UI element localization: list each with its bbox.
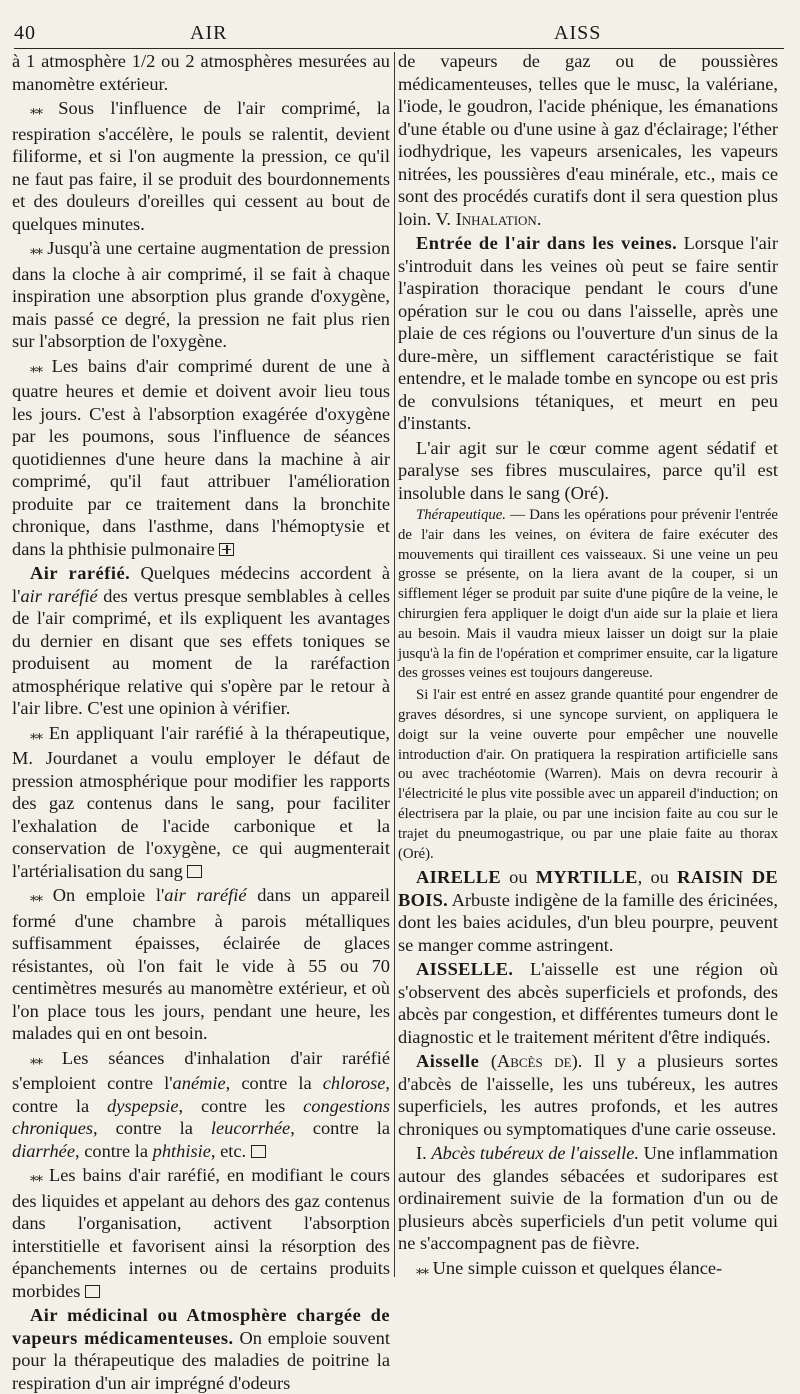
entry-aisselle-abces: Aisselle (Abcès de). Il y a plusieurs sortes d'abcès de l'aisselle, les uns tubéreux, les autres superficiels, les autres profonds, et les autres chroniques ou symptomatiques d'une carie osseuse.	[398, 1051, 779, 1139]
asterism-icon: ⁎⁎	[30, 103, 42, 118]
asterism-icon: ⁎⁎	[416, 1262, 428, 1278]
page-number: 40	[14, 22, 36, 44]
paragraph: de vapeurs de gaz ou de poussières médicamenteuses, telles que le musc, la valériane, l'iode, le goudron, l'acide phénique, les émanations d'une étable ou d'une usine à gaz d'éclairage; l'éther iodhydrique, les vapeurs arsenicales, les vapeurs nitrées, les poussières d'eau minérale, etc., mais ce sont des procédés curatifs dont il sera question plus loin. V. Inhalation.	[398, 51, 778, 229]
box-icon	[251, 1145, 266, 1158]
left-column	[12, 50, 390, 1394]
asterism-icon: ⁎⁎	[30, 360, 42, 376]
paragraph: I. Abcès tubéreux de l'aisselle. Une inflammation autour des glandes sébacées et sudoripares est ordinairement suivie de la formation d'un ou de plusieurs abcès superficiels d'un petit volume qui ne s'accompagnent pas de fièvre.	[398, 1143, 778, 1254]
asterism-icon: ⁎⁎	[30, 890, 42, 905]
paragraph: ⁎⁎ Les bains d'air raréfié, en modifiant le cours des liquides et appelant au dehors des gaz contenus dans l'organisation, activent l'absorption interstitielle et favorisent ainsi la résorption des épanchements internes ou de certains produits morbides	[12, 1165, 390, 1301]
box-icon	[187, 865, 202, 878]
therapeutique-paragraph: Thérapeutique. — Dans les opérations pour prévenir l'entrée de l'air dans les veines, on évitera de faire exécuter des mouvements qui tiraillent ces vaisseaux. Si une veine un peu grosse se présente, on la liera avant de la couper, si un sifflement léger se produit par suite d'une piqûre de la veine, le chirurgien fera appliquer le doigt d'un aide sur la plaie et liera au besoin. Mais il vaudra mieux laisser un doigt sur la plaie jusqu'à la fin de l'opération et comprimer ensuite, car la ligature des grosses veines est toujours dangereuse.	[398, 507, 779, 682]
paragraph: ⁎⁎ Jusqu'à une certaine augmentation de pression dans la cloche à air comprimé, il se fait à chaque inspiration une absorption plus grande d'oxygène, mais passé ce degré, la pression ne fait plus rien sur l'absorption de l'oxygène.	[12, 238, 390, 351]
entry-heading: AISSELLE.	[416, 959, 514, 980]
paragraph: ⁎⁎ On emploie l'air raréfié dans un appareil formé d'une chambre à parois métalliques suffisamment épaisses, éclairée de glaces résistantes, où l'on fait le vide à 55 ou 70 centimètres mesurés au manomètre extérieur, et où l'on place tous les jours, pendant une heure, les malades qui en ont besoin.	[12, 885, 390, 1043]
paragraph: ⁎⁎ Sous l'influence de l'air comprimé, la respiration s'accélère, le pouls se ralentit, devient filiforme, et si l'on augmente la pression, ce qu'il ne faut pas faire, il se produit des bourdonnements et des douleurs d'oreilles qui cessent au bout de quelques minutes.	[12, 98, 390, 234]
entry-heading: Aisselle	[416, 1051, 480, 1072]
entry-aisselle: AISSELLE. L'aisselle est une région où s'observent des abcès superficiels et profonds, des abcès par congestion, et différentes tumeurs dont le diagnostic et le traitement méritent d'être indiqués.	[398, 959, 778, 1047]
paragraph: ⁎⁎ Une simple cuisson et quelques élance-	[416, 1257, 723, 1278]
paragraph: ⁎⁎ Les bains d'air comprimé durent de une à quatre heures et demie et doivent avoir lieu tous les jours. C'est à l'absorption exagérée d'oxygène par les poumons, sous l'influence de séances quotidiennes d'une heure dans la machine à air comprimé, qu'il faut attribuer l'amélioration produite par ce traitement dans la bronchite chronique, dans l'asthme, dans l'hémoptysie et dans la phthisie pulmonaire	[12, 355, 390, 559]
paragraph: à 1 atmosphère 1/2 ou 2 atmosphères mesurées au manomètre extérieur.	[12, 51, 390, 94]
running-header	[14, 22, 784, 48]
paragraph: Si l'air est entré en assez grande quantité pour engendrer de graves désordres, si une syncope survient, on appliquera le doigt sur la veine ouverte pour empêcher une nouvelle introduction d'air. On pratiquera la respiration artificielle sans ou avec trachéotomie (Warren). Mais on devra recourir à l'électricité le plus vite possible avec un appareil d'induction; on électrisera par la plaie, ou par une incision faite au cou sur le trajet du pneumogastrique, ou par une plaie faite au thorax (Oré).	[398, 687, 778, 862]
entry-air-rarefie: Air raréfié. Quelques médecins accordent à l'air raréfié des vertus presque semblables à celles de l'air comprimé, et ils expliquent les avantages du dernier en disant que ses effets toniques se produisent au moment de la raréfaction atmosphérique relative qui s'opère par le retour à l'air libre. C'est une opinion à vérifier.	[12, 563, 390, 718]
entry-air-veines: Entrée de l'air dans les veines. Lorsque l'air s'introduit dans les veines où peut se faire sentir l'aspiration thoracique pendant le cours d'une opération sur le cou ou dans l'aisselle, après une plaie de ces régions ou l'ouverture d'un sinus de la dure-mère, un sifflement caractéristique se fait entendre, et le malade tombe en syncope ou est pris de convulsions tétaniques, et meurt en peu d'instants.	[398, 233, 778, 433]
asterism-icon: ⁎⁎	[30, 1170, 42, 1185]
paragraph: ⁎⁎ En appliquant l'air raréfié à la thérapeutique, M. Jourdanet a voulu employer le défaut de pression atmosphérique pour modifier les rapports des gaz contenus dans le sang, pour faciliter l'exhalation de l'acide carbonique et la conservation de l'oxygène, ce qui augmenterait l'artérialisation du sang	[12, 722, 390, 881]
entry-heading: Entrée de l'air dans les veines.	[416, 233, 678, 253]
column-divider	[394, 52, 395, 1277]
cross-reference: Inhalation.	[455, 208, 542, 229]
header-rule	[14, 48, 784, 49]
asterism-icon: ⁎⁎	[30, 243, 42, 258]
paragraph: L'air agit sur le cœur comme agent sédatif et paralyse ses fibres musculaires, parce qu'il est insoluble dans le sang (Oré).	[398, 437, 778, 503]
right-column	[398, 50, 778, 1282]
entry-air-medicinal: Air médicinal ou Atmosphère chargée de vapeurs médicamenteuses. On emploie souvent pour la thérapeutique des maladies de poitrine la respiration d'un air imprégné d'odeurs	[12, 1305, 390, 1393]
entry-heading: Air raréfié.	[30, 563, 131, 583]
asterism-icon: ⁎⁎	[30, 1052, 42, 1068]
plus-box-icon	[219, 543, 234, 556]
header-left-title: AIR	[190, 22, 228, 44]
paragraph: ⁎⁎ Les séances d'inhalation d'air raréfié s'emploient contre l'anémie, contre la chlorose, contre la dyspepsie, contre les congestions chroniques, contre la leucorrhée, contre la diarrhée, contre la phthisie, etc.	[12, 1047, 390, 1161]
header-right-title: AISS	[554, 22, 602, 44]
entry-heading: AIRELLE	[416, 867, 501, 888]
box-icon	[85, 1285, 100, 1298]
entry-airelle: AIRELLE ou MYRTILLE, ou RAISIN DE BOIS. Arbuste indigène de la famille des éricinées, dont les baies acidules, d'un bleu pourpre, peuvent se manger comme astringent.	[398, 867, 778, 955]
entry-heading: Air médicinal ou Atmosphère chargée de vapeurs médicamenteuses.	[12, 1305, 390, 1348]
asterism-icon: ⁎⁎	[30, 727, 42, 743]
